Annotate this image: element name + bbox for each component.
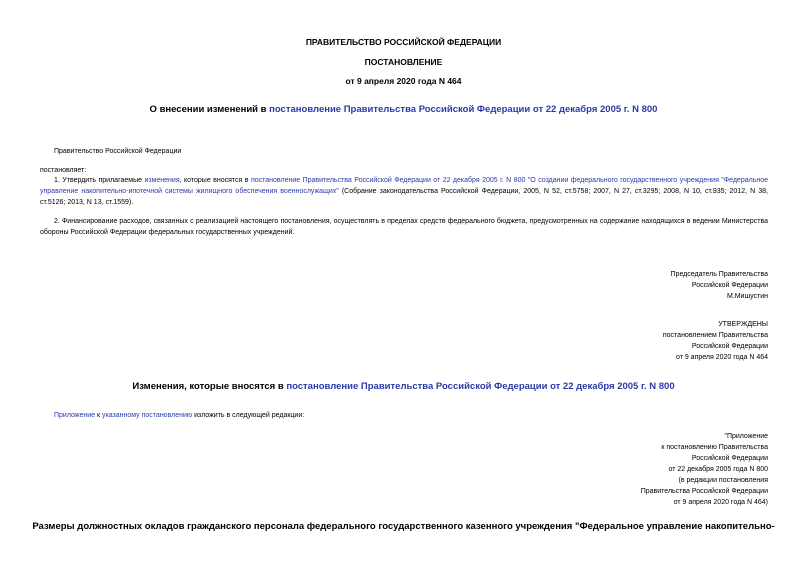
paragraph-2: 2. Финансирование расходов, связанных с реализацией настоящего постановления, осуществлять в пределах средств федерального бюджета, предусмотренных на содержание находящихся в ведении Министерства обороны Российской Федерации федеральных государственных учреждений.: [40, 218, 768, 236]
appendix-line-6: Правительства Российской Федерации: [640, 488, 768, 495]
paragraph-1-text-b: , которые вносятся в: [179, 177, 251, 184]
appendix-link[interactable]: Приложение: [54, 412, 96, 419]
appendix-instruction: [54, 410, 304, 421]
decrees-label: постановляет:: [40, 167, 87, 174]
appendix-line-7: от 9 апреля 2020 года N 464): [673, 499, 768, 506]
appendix-instruction-rest: изложить в следующей редакции:: [192, 412, 305, 419]
changes-title: [0, 381, 807, 392]
document-date-number: от 9 апреля 2020 года N 464: [345, 76, 462, 86]
signature-name: М.Мишустин: [726, 293, 768, 300]
said-decree-link[interactable]: указанному постановлению: [102, 412, 193, 419]
changes-title-prefix: Изменения, которые вносятся в: [132, 381, 287, 392]
approved-line-2: постановлением Правительства: [662, 332, 768, 339]
document-type: ПОСТАНОВЛЕНИЕ: [364, 57, 443, 67]
paragraph-1-text-a: 1. Утвердить прилагаемые: [54, 177, 145, 184]
changes-link[interactable]: изменения: [144, 177, 180, 184]
decree-800-link[interactable]: постановление Правительства Российской Федерации от 22 декабря 2005 г. N 800 "О создании федерального государственного учреждения "Федеральное управление накопительно-ипотечной системы жилищного обеспечения военнослужащих": [40, 177, 768, 195]
document-title: [0, 104, 807, 115]
appendix-block: [641, 431, 768, 508]
paragraph-1-text-c: (Собрание законодательства Российской Федерации, 2005, N 52, ст.5758; 2007, N 27, ст.3295; 2008, N 10, ст.935; 2012, N 38, ст.5126; 2013, N 13, ст.1559).: [40, 188, 768, 206]
appendix-line-3: Российской Федерации: [691, 455, 768, 462]
approved-line-4: от 9 апреля 2020 года N 464: [675, 354, 768, 361]
government-heading: ПРАВИТЕЛЬСТВО РОССИЙСКОЙ ФЕДЕРАЦИИ: [305, 37, 502, 47]
appendix-line-5: (в редакции постановления: [678, 477, 768, 484]
appendix-line-1: "Приложение: [724, 433, 768, 440]
changes-title-link[interactable]: постановление Правительства Российской Федерации от 22 декабря 2005 г. N 800: [286, 381, 675, 392]
government-name: Правительство Российской Федерации: [54, 148, 182, 155]
approved-line-3: Российской Федерации: [691, 343, 768, 350]
appendix-line-4: от 22 декабря 2005 года N 800: [668, 466, 768, 473]
signature-block: [671, 269, 768, 302]
approved-block: [663, 319, 768, 363]
document-title-prefix: О внесении изменений в: [149, 104, 270, 115]
appendix-line-2: к постановлению Правительства: [661, 444, 768, 451]
approved-line-1: УТВЕРЖДЕНЫ: [718, 321, 768, 328]
salary-table-title: Размеры должностных окладов гражданского персонала федерального государственного казенного учреждения "Федеральное управление накопительно-: [32, 521, 775, 532]
document-title-link[interactable]: постановление Правительства Российской Федерации от 22 декабря 2005 г. N 800: [269, 104, 658, 115]
appendix-instruction-mid: к: [95, 412, 103, 419]
signature-title: Председатель Правительства: [670, 271, 768, 278]
signature-org: Российской Федерации: [691, 282, 768, 289]
paragraph-1: [40, 175, 768, 208]
